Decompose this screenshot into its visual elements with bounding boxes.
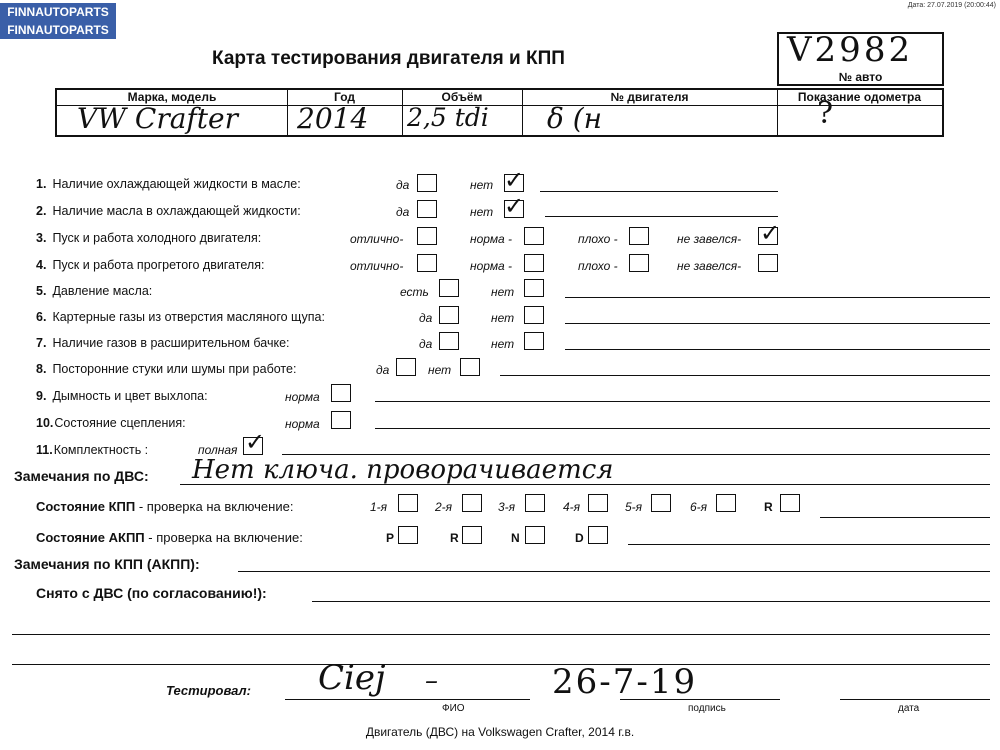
test-date: 26-7-19 <box>552 662 698 702</box>
watermark-logo: FINNAUTOPARTS <box>0 21 116 39</box>
checkbox-gear-3[interactable] <box>525 494 545 512</box>
engine-notes-label: Замечания по ДВС: <box>14 468 149 484</box>
comment-line <box>500 375 990 376</box>
question-1: 1. Наличие охлаждающей жидкости в масле: <box>36 177 301 191</box>
question-3: 3. Пуск и работа холодного двигателя: <box>36 231 262 245</box>
question-5: 5. Давление масла: <box>36 284 153 298</box>
checkbox-q2-yes[interactable] <box>417 200 437 218</box>
value-make-model: VW Crafter <box>77 102 238 135</box>
comment-line <box>375 401 990 402</box>
checkbox-q8-yes[interactable] <box>396 358 416 376</box>
gear-label: 1-я <box>370 500 388 514</box>
checkbox-gear-n[interactable] <box>525 526 545 544</box>
checkbox-q4-excellent[interactable] <box>417 254 437 272</box>
checkbox-q6-no[interactable] <box>524 306 544 324</box>
gear-label: R <box>450 531 459 545</box>
comment-line <box>565 323 990 324</box>
option-label: норма - <box>470 232 513 246</box>
comment-line <box>820 517 990 518</box>
signature-dash: – <box>425 666 438 696</box>
comment-line <box>565 297 990 298</box>
checkbox-q3-bad[interactable] <box>629 227 649 245</box>
auto-number-box <box>777 32 944 86</box>
checkbox-q10-normal[interactable] <box>331 411 351 429</box>
comment-line <box>180 484 990 485</box>
auto-number-label: № авто <box>838 70 883 84</box>
signature-line <box>285 699 530 700</box>
checkbox-q7-yes[interactable] <box>439 332 459 350</box>
question-8: 8. Посторонние стуки или шумы при работе: <box>36 362 297 376</box>
header-make-model: Марка, модель <box>57 90 287 106</box>
checkmark-icon: ✓ <box>504 166 525 194</box>
datestamp: Дата: 27.07.2019 (20:00:44) <box>907 2 996 9</box>
question-11: 11.Комплектность : <box>36 443 149 457</box>
option-label: нет <box>470 178 494 192</box>
checkbox-gear-p[interactable] <box>398 526 418 544</box>
fio-label: ФИО <box>442 703 465 714</box>
gear-label: P <box>386 531 395 545</box>
kpp-check-label: Состояние КПП - проверка на включение: <box>36 499 294 514</box>
header-volume: Объём <box>402 90 522 106</box>
option-label: отлично- <box>350 232 404 246</box>
question-4: 4. Пуск и работа прогретого двигателя: <box>36 258 265 272</box>
option-label: да <box>396 178 410 192</box>
checkbox-q6-yes[interactable] <box>439 306 459 324</box>
question-2: 2. Наличие масла в охлаждающей жидкости: <box>36 204 301 218</box>
date-label: дата <box>898 703 920 714</box>
option-label: норма <box>285 390 320 404</box>
tested-label: Тестировал: <box>166 683 251 698</box>
checkbox-gear-4[interactable] <box>588 494 608 512</box>
checkbox-q4-no-start[interactable] <box>758 254 778 272</box>
checkbox-gear-r-auto[interactable] <box>462 526 482 544</box>
checkbox-gear-d[interactable] <box>588 526 608 544</box>
checkmark-icon: ✓ <box>760 219 781 247</box>
akpp-check-label: Состояние АКПП - проверка на включение: <box>36 530 303 545</box>
checkbox-q4-bad[interactable] <box>629 254 649 272</box>
checkbox-q1-yes[interactable] <box>417 174 437 192</box>
option-label: да <box>419 311 433 325</box>
question-9: 9. Дымность и цвет выхлопа: <box>36 389 208 403</box>
question-7: 7. Наличие газов в расширительном бачке: <box>36 336 290 350</box>
option-label: да <box>396 205 410 219</box>
comment-line <box>12 634 990 635</box>
gear-label: 2-я <box>435 500 453 514</box>
gear-label: 6-я <box>690 500 708 514</box>
gear-label: 5-я <box>625 500 643 514</box>
comment-line <box>628 544 990 545</box>
option-label: нет <box>491 285 515 299</box>
image-caption: Двигатель (ДВС) на Volkswagen Crafter, 2014 г.в. <box>365 725 635 739</box>
option-label: нет <box>491 311 515 325</box>
checkbox-gear-r[interactable] <box>780 494 800 512</box>
option-label: да <box>376 363 390 377</box>
sign-label: подпись <box>688 703 726 714</box>
signature-line <box>620 699 780 700</box>
comment-line <box>312 601 990 602</box>
signature-line <box>840 699 990 700</box>
checkbox-q4-normal[interactable] <box>524 254 544 272</box>
removed-label: Снято с ДВС (по согласованию!): <box>36 585 267 601</box>
comment-line <box>375 428 990 429</box>
checkmark-icon: ✓ <box>245 428 266 456</box>
watermark-logo: FINNAUTOPARTS <box>0 3 116 21</box>
option-label: плохо - <box>578 259 618 273</box>
header-year: Год <box>287 90 402 106</box>
kpp-notes-label: Замечания по КПП (АКПП): <box>14 556 200 572</box>
gear-label: R <box>764 500 773 514</box>
option-label: отлично- <box>350 259 404 273</box>
value-volume: 2,5 tdi <box>407 103 489 132</box>
engine-notes-value: Нет ключа. проворачивается <box>192 455 614 485</box>
value-engine-number: δ (н <box>547 102 603 135</box>
option-label: норма <box>285 417 320 431</box>
option-label: не завелся- <box>677 259 742 273</box>
checkbox-q9-normal[interactable] <box>331 384 351 402</box>
page-title: Карта тестирования двигателя и КПП <box>212 48 565 69</box>
option-label: норма - <box>470 259 513 273</box>
auto-number-value: V2982 <box>787 30 914 70</box>
checkbox-gear-2[interactable] <box>462 494 482 512</box>
option-label: нет <box>428 363 452 377</box>
option-label: плохо - <box>578 232 618 246</box>
question-6: 6. Картерные газы из отверстия масляного щупа: <box>36 310 325 324</box>
comment-line <box>238 571 990 572</box>
checkmark-icon: ✓ <box>504 192 525 220</box>
checkbox-gear-5[interactable] <box>651 494 671 512</box>
signature: Ciej <box>318 658 386 698</box>
value-odometer: ? <box>817 96 834 131</box>
option-label: не завелся- <box>677 232 742 246</box>
gear-label: 4-я <box>563 500 581 514</box>
comment-line <box>540 191 778 192</box>
comment-line <box>565 349 990 350</box>
checkbox-gear-6[interactable] <box>716 494 736 512</box>
option-label: есть <box>400 285 429 299</box>
checkbox-q3-excellent[interactable] <box>417 227 437 245</box>
checkbox-q7-no[interactable] <box>524 332 544 350</box>
header-engine-number: № двигателя <box>522 90 777 106</box>
checkbox-q5-no[interactable] <box>524 279 544 297</box>
option-label: нет <box>470 205 494 219</box>
header-odometer: Показание одометра <box>777 90 942 106</box>
checkbox-q3-normal[interactable] <box>524 227 544 245</box>
comment-line <box>545 216 778 217</box>
checkbox-q8-no[interactable] <box>460 358 480 376</box>
comment-line <box>12 664 990 665</box>
option-label: полная <box>198 443 238 457</box>
question-10: 10.Состояние сцепления: <box>36 416 186 430</box>
option-label: да <box>419 337 433 351</box>
gear-label: 3-я <box>498 500 516 514</box>
value-year: 2014 <box>297 102 369 135</box>
gear-label: D <box>575 531 584 545</box>
checkbox-gear-1[interactable] <box>398 494 418 512</box>
gear-label: N <box>511 531 520 545</box>
vehicle-table <box>55 88 944 137</box>
checkbox-q5-yes[interactable] <box>439 279 459 297</box>
option-label: нет <box>491 337 515 351</box>
